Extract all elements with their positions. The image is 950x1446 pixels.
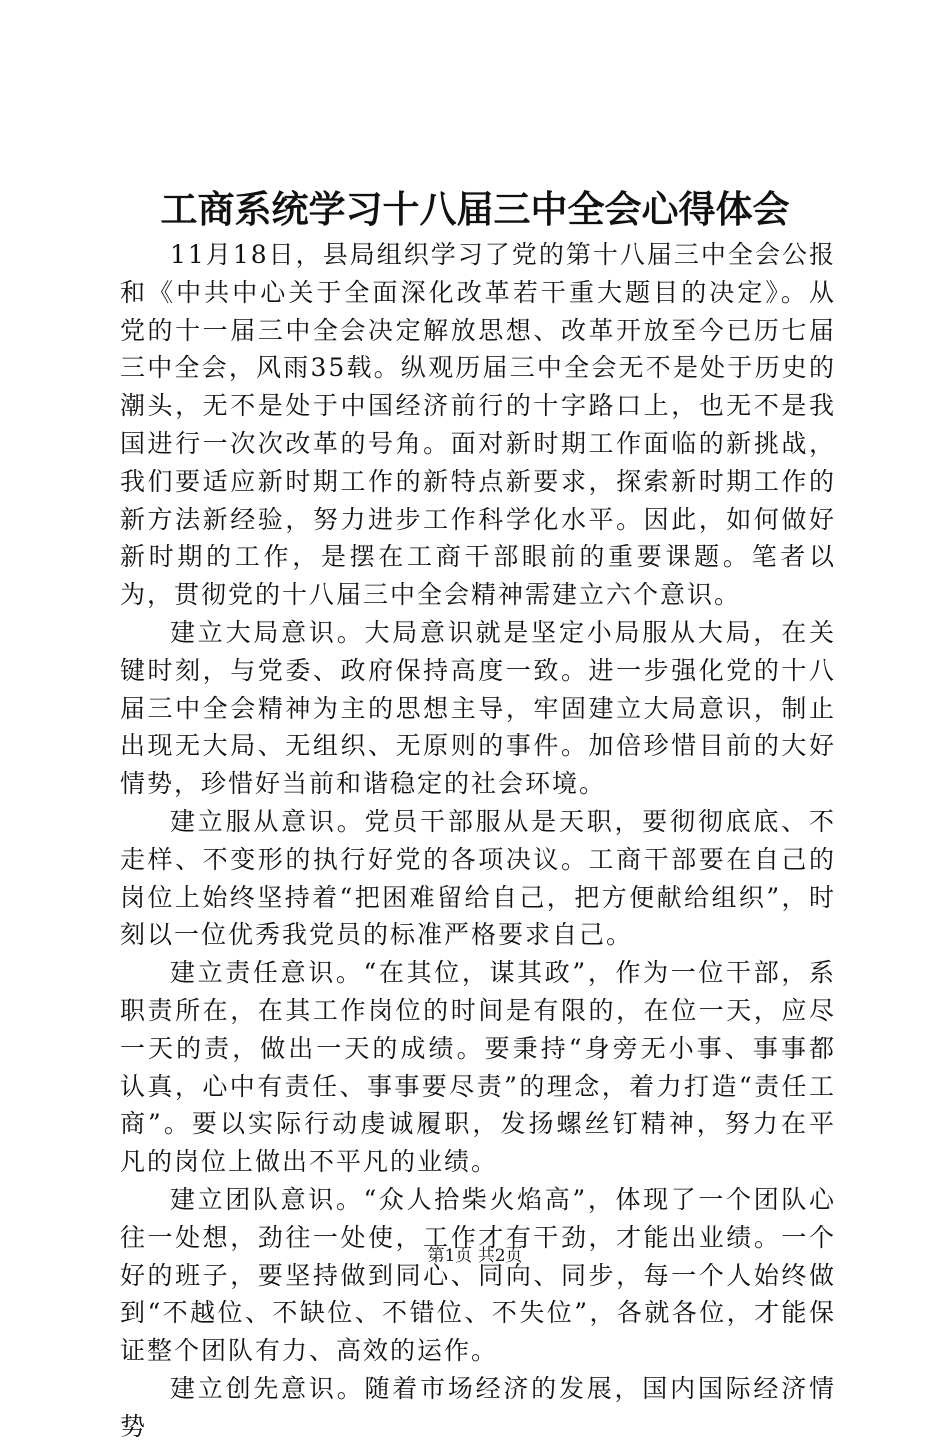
paragraph-responsibility-awareness: 建立责任意识。“在其位，谋其政”，作为一位干部，系职责所在，在其工作岗位的时间是有限的，在位一天，应尽一天的责，做出一天的成绩。要秉持“身旁无小事、事事都认真，心中有责任、事事要尽责”的理念，着力打造“责任工商”。要以实际行动虔诚履职，发扬螺丝钉精神，努力在平凡的岗位上做出不平凡的业绩。 xyxy=(120,958,836,1177)
paragraph-overall-awareness: 建立大局意识。大局意识就是坚定小局服从大局，在关键时刻，与党委、政府保持高度一致。进一步强化党的十八届三中全会精神为主的思想主导，牢固建立大局意识，制止出现无大局、无组织、无原则的事件。加倍珍惜目前的大好情势，珍惜好当前和谐稳定的社会环境。 xyxy=(120,617,836,799)
paragraph-team-awareness: 建立团队意识。“众人拾柴火焰高”，体现了一个团队心往一处想，劲往一处使，工作才有干劲，才能出业绩。一个好的班子，要坚持做到同心、同向、同步，每一个人始终做到“不越位、不缺位、不错位、不失位”，各就各位，才能保证整个团队有力、高效的运作。 xyxy=(120,1184,836,1366)
paragraph-intro: 11月18日，县局组织学习了党的第十八届三中全会公报和《中共中心关于全面深化改革若干重大题目的决定》。从党的十一届三中全会决定解放思想、改革开放至今已历七届三中全会，风雨35载。纵观历届三中全会无不是处于历史的潮头，无不是处于中国经济前行的十字路口上，也无不是我国进行一次次改革的号角。面对新时期工作面临的新挑战，我们要适应新时期工作的新特点新要求，探索新时期工作的新方法新经验，努力进步工作科学化水平。因此，如何做好新时期的工作，是摆在工商干部眼前的重要课题。笔者以为，贯彻党的十八届三中全会精神需建立六个意识。 xyxy=(120,240,836,610)
document-title: 工商系统学习十八届三中全会心得体会 xyxy=(160,187,790,231)
paragraph-innovation-awareness: 建立创先意识。随着市场经济的发展，国内国际经济情势 xyxy=(120,1373,836,1441)
page-footer: 第1页 共2页 xyxy=(427,1246,523,1266)
paragraph-obedience-awareness: 建立服从意识。党员干部服从是天职，要彻彻底底、不走样、不变形的执行好党的各项决议。工商干部要在自己的岗位上始终坚持着“把困难留给自己，把方便献给组织”，时刻以一位优秀我党员的标准严格要求自己。 xyxy=(120,806,836,950)
